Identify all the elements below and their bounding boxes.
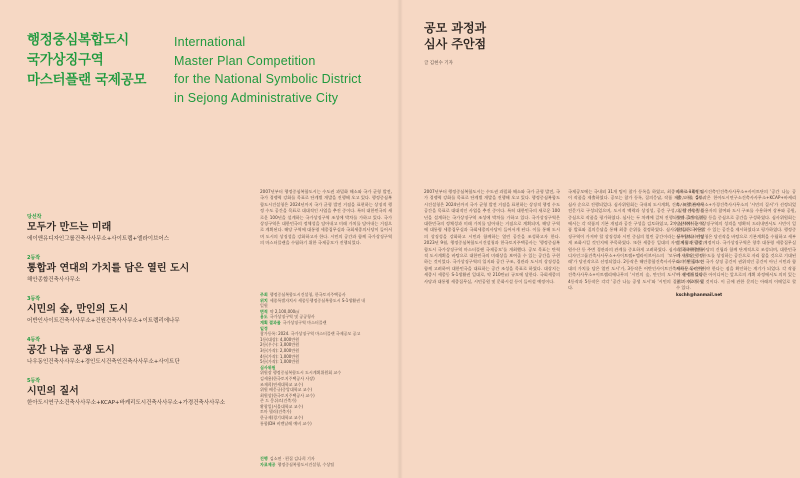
info-value: 조재희(연세대학교 교수) [260, 381, 304, 387]
credits [260, 456, 392, 467]
winner-title: 시민의 질서 [27, 386, 79, 397]
winner-entry [27, 378, 267, 407]
body-text: 사무소+경인도시건축인건축사사무소+사이트단의 '공간 나눔 공생 도시', 5등작은 한아도시연구소건축사사무소+KCAP+바케리도시건축사사무소+가경건축사사무소의 '시민의 질서'가 선정되었다. 당선작은 사용자의 참여와 도시 구조를 수용하여 상부와 공원, 수변 공간의 결합 등을 중심으로 공간을 구성하였다. 심사위원회는 당선작이 국가상징구역의 성격을 명확히 드러내면서도 시민이 일상적으로 이용할 수 있는 공간을 제시하였다고 평가하였다. 행정중심복합도시건설청은 당선작을 바탕으로 기본계획을 수립하고 세부 설계를 진행할 예정이다. 국가상징구역은 향후 대통령 세종집무실과 국회세종의사당의 건립과 함께 단계적으로 조성되며, 대한민국의 새로운 행정수도를 상징하는 공간으로 자리 잡을 것으로 기대된다. 이번 공모는 국가 상징 공간이 권위적인 공간이 아닌 시민과 함께하는 공간이어야 한다는 점을 확인하는 계기가 되었다. 각 작품이 제시한 다양한 아이디어는 앞으로의 계획 과정에서도 의미 있는 참고 자료가 될 것이다. 이 글에 관한 문의는 아래의 이메일로 할 수 있다. [676, 189, 796, 291]
info-key: 용도 [260, 314, 268, 320]
info-value: 위원장 행정중심복합도시 도시계획위원회 교수 [260, 370, 342, 376]
winner-team: 한아도시연구소건축사사무소+KCAP+바케리도시건축사사무소+가경건축사사무소 [27, 400, 226, 406]
body-text: 2007년부터 행정중심복합도시는 수도권 과밀화 해소와 국가 균형 발전, 국가 경쟁력 강화를 목표로 단계별 개발을 진행해 오고 있다. 행정중심복합도시건설청은 2024년까지 국가 균형 발전 거점을 표현하는 상징적 행정 수도 공간을 목표로 대대적인 사업을 추진 중이다. 특히 대한민국의 새로운 100년을 설계하는 국가상징구역 조성에 박차를 가하고 있다. 국가상징구역은 대한민국의 정체성과 미래 가치를 담아내는 거점으로 계획되며, 해당 구역에 대통령 세종집무실과 국회세종의사당이 들어서게 된다. 이를 통해 도시의 상징성을 강화하고 시민과 함께하는 열린 공간을 조성하고자 한다. 2023년 9월, 행정중심복합도시건설청과 한국토지주택공사는 '행정중심복합도시 국가상징구역 마스터플랜 국제공모'를 개최했다. 공모 목표는 탄력적 도시계획을 바탕으로 대한민국의 미래상을 보여줄 수 있는 공간을 구현하는 것이었다. 국가상징구역의 입지와 공간 구조, 경관과 도시의 상징성을 함께 고려하여 대한민국을 대표하는 공간 조성을 목표로 하였다. 대상지는 세종시 세종동 S-1생활권 일대로, 약 210만㎡ 규모에 달한다. 국회세종의사당과 대통령 세종집무실, 시민공원 및 문화시설 등이 들어설 예정이다. [424, 189, 560, 284]
winner-entry [27, 214, 267, 243]
korean-title-line-1: 행정중심복합도시 [27, 32, 129, 48]
info-value: 김세용(한국토지주택공사 사장) [260, 375, 315, 381]
credit-key: 자료제공 [260, 461, 276, 467]
credit-value: 행정중심복합도시건설청, 수상팀 [277, 461, 335, 467]
info-value: 최원상(한국토지주택공사 교수) [260, 392, 315, 398]
info-value: 위원 배웅규(중앙대학교 교수) [260, 387, 313, 393]
info-key: 면적 [260, 308, 268, 314]
winner-rank: 당선작 [27, 214, 42, 220]
credit-key: 진행 [260, 456, 268, 461]
info-value: 국가상징구역 및 공공청사 [269, 314, 315, 320]
body-column-1 [424, 189, 560, 463]
intro-text: 2007년부터 행정중심복합도시는 수도권 과밀화 해소와 국가 균형 발전, 국가 경쟁력 강화를 목표로 단계별 개발을 진행해 오고 있다. 행정중심복합도시건설청은 2024년까지 국가 균형 발전 거점을 표현하는 상징적 행정 수도 공간을 목표로 대대적인 사업을 추진 중이다. 특히 대한민국의 새로운 100년을 설계하는 국가상징구역 조성에 박차를 가하고 있다. 국가상징구역은 대한민국의 정체성을 담아내고 미래 가치를 담아내는 거점으로 계획된다. 해당 구역에 대통령 세종집무실과 국회세종의사당이 들어서며 도시의 상징성을 강화하고자 한다. 시민의 공간과 함께 국가상징구역의 마스터플랜을 수립하기 위한 국제공모가 진행되었다. [260, 189, 392, 246]
info-key: 일정 [260, 325, 268, 331]
info-value: 한규제(경기대학교 교수) [260, 415, 304, 421]
english-title [174, 33, 361, 107]
info-value: 5등(가작): 1,000만원 [260, 359, 300, 365]
korean-title [27, 30, 146, 90]
info-value: 행정중심복합도시건설청, 한국토지주택공사 [269, 292, 346, 297]
body-column-3 [676, 189, 796, 439]
article-heading [424, 20, 486, 66]
english-title-line-3: for the National Symbolic District [174, 72, 362, 86]
winner-title: 시민의 숲, 만인의 도시 [27, 304, 129, 315]
winner-title: 통합과 연대의 가치를 담은 열린 도시 [27, 263, 190, 274]
info-row [260, 421, 392, 427]
article-byline: 글 김현수 기자 [424, 61, 453, 66]
article-title-line-1: 공모 과정과 [424, 21, 487, 35]
english-title-line-4: in Sejong Administrative City [174, 90, 339, 105]
info-value: 3등(가작): 2,000만원 [260, 347, 300, 353]
info-value: 4등(가작): 1,000만원 [260, 353, 300, 359]
winner-entry [27, 255, 267, 284]
info-value: 약 2,100,000㎡ [269, 308, 300, 314]
contact-email: kschh@hanmail.net [676, 291, 723, 297]
winner-title: 모두가 만드는 미래 [27, 222, 112, 233]
winner-team: 해안종합건축사사무소 [27, 277, 81, 283]
competition-info [260, 292, 392, 426]
winner-entry [27, 296, 267, 325]
winner-entry [27, 337, 267, 366]
info-key: 위치 [260, 297, 268, 303]
info-key: 주최 [260, 292, 268, 297]
body-text: 국제공모에는 국내외 31개 팀이 참가 등록을 하였고, 최종적으로 18개 팀이 작품을 제출하였다. 공모는 참가 등록, 질의응답, 작품 제출, 기술 검토, 심사 순으로 진행되었다. 심사위원회는 국내외 도시계획, 건축, 조경 분야의 전문가로 구성되었으며, 도시적 맥락과 상징성, 공간 구성, 실현 가능성을 중심으로 작품을 평가하였다. 심사는 두 차례에 걸쳐 진행되었다. 1차 심사에서는 각 작품의 기본 개념과 공간 구성을 검토하였고, 2차 심사에서는 작품 발표와 질의응답을 통해 최종 순위를 결정하였다. 심사위원들은 국가상징구역이 가져야 할 상징성과 시민 중심의 열린 공간이라는 두 가치를 어떻게 조화시킬 것인지에 주목하였다. 또한 세종동 일대의 자연 지형과 금강, 원수산 등 주변 경관과의 관계를 중요하게 고려하였다. 심사 결과 에이앤유디자인그룹건축사사무소+사이트랩+엘라이브어스의 '모두가 만드는 미래'가 당선작으로 선정되었다. 2등작은 해안종합건축사사무소의 '통합과 연대의 가치를 담은 열린 도시'가, 3등작은 어반인사이트건축사사무소+건원건축사사무소+이트랩리에나무의 '시민의 숲, 만인의 도시'가 선정되었다. 4등작과 5등작은 각각 '공간 나눔 공생 도시'와 '시민의 질서'가 차지하였다. [568, 189, 704, 291]
winner-rank: 4등작 [27, 337, 41, 343]
korean-title-line-2: 국가상징구역 [27, 52, 104, 68]
info-value: 참가등록: 2024. 국가상징구역 마스터플랜 국제공모 공고 [260, 331, 361, 337]
intro-text-column [260, 189, 392, 289]
info-key: 심사위원 [260, 364, 276, 370]
winners-list [27, 214, 267, 419]
info-key: 계획 결과물 [260, 319, 281, 325]
credit-row [260, 462, 392, 468]
info-value: 황광일(서울대학교 교수) [260, 403, 304, 409]
info-value: 2등(우수): 3,000만원 [260, 342, 300, 348]
winner-rank: 5등작 [27, 378, 41, 384]
credit-value: 김소연 · 편집 김나희 기자 [269, 456, 315, 461]
info-value: 존 드 몽쉬르(건축가) [260, 398, 297, 404]
info-value: 1등(대상): 4,000만원 [260, 336, 300, 342]
english-title-line-2: Master Plan Competition [174, 53, 316, 68]
english-title-line-1: International [174, 35, 246, 49]
winner-team: 나우동인건축사사무소+경인도시건축인건축사사무소+사이트단 [27, 359, 180, 365]
article-title-line-2: 심사 주안점 [424, 37, 487, 51]
winner-rank: 3등작 [27, 296, 41, 302]
winner-title: 공간 나눔 공생 도시 [27, 345, 115, 356]
info-value: 토마 뮐러(건축가) [260, 409, 292, 415]
korean-title-line-3: 마스터플랜 국제공모 [27, 72, 147, 88]
info-value: 국가상징구역 마스터플랜 [282, 319, 327, 325]
winner-rank: 2등작 [27, 255, 41, 261]
winner-team: 어반인사이트건축사사무소+건원건축사사무소+이트랩리에나무 [27, 318, 180, 324]
info-value: 일원 [260, 303, 268, 309]
winner-team: 에이앤유디자인그룹건축사사무소+사이트랩+엘라이브어스 [27, 236, 170, 242]
info-value: 세종특별자치시 세종동행정중심복합도시 S-1생활권 내 [269, 297, 366, 303]
info-value: 통합(DH 비엔날레 예비 교수) [260, 420, 312, 426]
